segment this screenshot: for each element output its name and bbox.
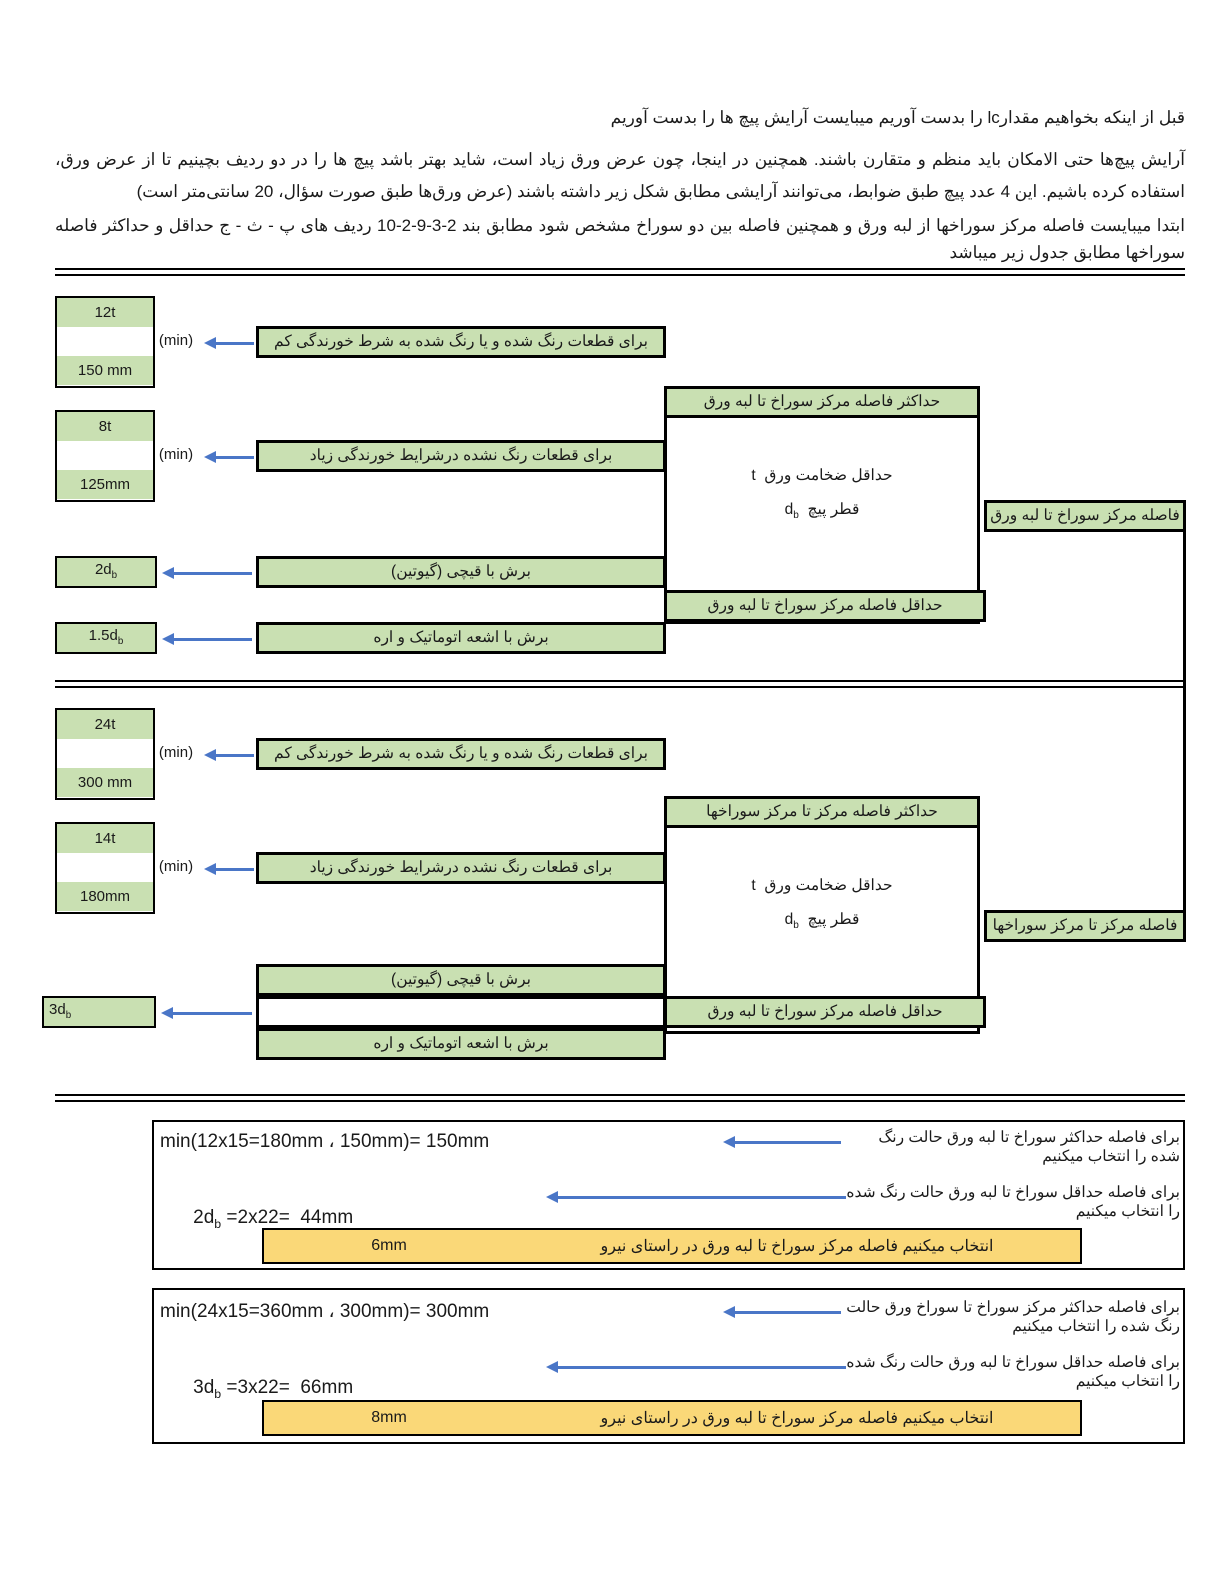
pitch-corrosive-180mm: 180mm — [57, 882, 153, 911]
edge-thickness-line: حداقل ضخامت ورق t — [751, 467, 893, 484]
edge-guillotine-arrow — [162, 567, 252, 580]
pitch-chosen-note: انتخاب میکنیم فاصله مرکز سوراخ تا لبه ورق در راستای نیرو — [600, 1410, 994, 1427]
edge-corrosive-125mm: 125mm — [57, 470, 153, 499]
pitch-painted-rule-bar: برای قطعات رنگ شده و یا رنگ شده به شرط خورندگی کم — [256, 738, 666, 770]
edge-painted-rule-bar: برای قطعات رنگ شده و یا رنگ شده به شرط خورندگی کم — [256, 326, 666, 358]
edge-min-calculation: $2d_b =2x22= 44mm$ — [193, 1207, 354, 1231]
edge-title-bar: فاصله مرکز سوراخ تا لبه ورق — [984, 500, 1186, 532]
edge-max-12t: 12t — [57, 298, 153, 327]
edge-corrosive-blank-row — [57, 441, 153, 470]
edge-max-150mm: 150 mm — [57, 356, 153, 385]
intro-paragraph-3: ابتدا میبایست فاصله مرکز سوراخها از لبه ورق و همچنین فاصله بین دو سوراخ مشخص شود مطابق بند 2-3-9-2-10 ردیف های پ - ث - ج حداقل و حداکثر فاصله سوراخها مطابق جدول زیر میباشد — [55, 216, 1185, 262]
edge-corrosive-8t: 8t — [57, 412, 153, 441]
section-divider-bottom — [55, 1094, 1185, 1102]
db-variable: $d_b$ — [784, 911, 799, 932]
edge-diameter-line: قطر پیچ $d_b$ — [784, 501, 860, 522]
edge-chosen-note: انتخاب میکنیم فاصله مرکز سوراخ تا لبه ورق در راستای نیرو — [600, 1238, 994, 1255]
section-divider-middle — [55, 680, 1185, 688]
edge-max-calculation: min(12x15=180mm ، 150mm)= 150mm — [160, 1131, 490, 1152]
pitch-corrosive-value-box — [55, 822, 155, 914]
section-divider-top — [55, 268, 1185, 276]
pitch-corrosive-arrow — [204, 863, 254, 876]
pitch-max-24t: 24t — [57, 710, 153, 739]
edge-max-value-box — [55, 296, 155, 388]
pitch-thickness-line: حداقل ضخامت ورق t — [751, 877, 893, 894]
edge-saw-arrow — [162, 633, 252, 646]
intro-paragraph-2: آرایش پیچ‌ها حتی الامکان باید منظم و متقارن باشند. همچنین در اینجا، چون عرض ورق زیاد است، شاید بهتر باشد پیچ ها را در دو ردیف بچینیم تا از عرض ورق، استفاده کرده باشیم. این 4 عدد پیچ طبق ضوابط، می‌توانند آرایشی مطابق شکل زیر داشته باشند (عرض ورق‌ها طبق صورت سؤال، 20 سانتی‌متر است) — [55, 150, 1185, 201]
pitch-max-arrow — [204, 749, 254, 762]
edge-corrosive-min-label: (min) — [158, 446, 194, 463]
edge-corrosive-value-box — [55, 410, 155, 502]
edge-max-min-label: (min) — [158, 332, 194, 349]
edge-chosen-value: 6mm — [371, 1237, 407, 1254]
pitch-unpainted-rule-bar: برای قطعات رنگ نشده درشرایط خورندگی زیاد — [256, 852, 666, 884]
pitch-chosen-value: 8mm — [371, 1409, 407, 1426]
pitch-corrosive-blank-row — [57, 853, 153, 882]
pitch-title-bar: فاصله مرکز تا مرکز سوراخها — [984, 910, 1186, 942]
edge-max-summary-arrow — [723, 1136, 841, 1149]
pitch-min-value-box: $3d_b$ — [42, 996, 156, 1028]
edge-max-blank-row — [57, 327, 153, 356]
pitch-corrosive-min-label: (min) — [158, 858, 194, 875]
edge-max-arrow — [204, 337, 254, 350]
edge-unpainted-rule-bar: برای قطعات رنگ نشده درشرایط خورندگی زیاد — [256, 440, 666, 472]
edge-chosen-bar — [262, 1228, 1082, 1264]
edge-max-header-bar: حداکثر فاصله مرکز سوراخ تا لبه ورق — [664, 386, 980, 418]
pitch-min-header-bar: حداقل فاصله مرکز سوراخ تا لبه ورق — [664, 996, 986, 1028]
edge-min-header-bar: حداقل فاصله مرکز سوراخ تا لبه ورق — [664, 590, 986, 622]
edge-min-summary-arrow — [546, 1191, 846, 1204]
pitch-min-summary-arrow — [546, 1361, 846, 1374]
pitch-min-calculation: $3d_b =3x22= 66mm$ — [193, 1377, 354, 1401]
edge-guillotine-rule-bar: برش با قیچی (گیوتین) — [256, 556, 666, 588]
pitch-min-arrow — [161, 1007, 252, 1020]
pitch-max-value-box — [55, 708, 155, 800]
pitch-max-header-bar: حداکثر فاصله مرکز تا مرکز سوراخها — [664, 796, 980, 828]
t-variable: t — [751, 877, 756, 894]
db-variable: $d_b$ — [784, 501, 799, 522]
pitch-max-calculation: min(24x15=360mm ، 300mm)= 300mm — [160, 1301, 490, 1322]
pitch-saw-rule-bar: برش با اشعه اتوماتیک و اره — [256, 1028, 666, 1060]
edge-saw-rule-bar: برش با اشعه اتوماتیک و اره — [256, 622, 666, 654]
edge-min-note: برای فاصله حداقل سوراخ تا لبه ورق حالت رنگ شده را انتخاب میکنیم — [846, 1184, 1180, 1220]
edge-guillotine-value-box: $2d_b$ — [55, 556, 157, 588]
pitch-max-summary-arrow — [723, 1306, 841, 1319]
pitch-max-blank-row — [57, 739, 153, 768]
pitch-diameter-line: قطر پیچ $d_b$ — [784, 911, 860, 932]
intro-line-1: قبل از اینکه بخواهیم مقدارlc را بدست آوریم میبایست آرایش پیچ ها را بدست آوریم — [610, 108, 1185, 127]
pitch-blank-rule-bar — [256, 996, 666, 1028]
pitch-guillotine-rule-bar: برش با قیچی (گیوتین) — [256, 964, 666, 996]
pitch-min-note: برای فاصله حداقل سوراخ تا لبه ورق حالت رنگ شده را انتخاب میکنیم — [846, 1354, 1180, 1390]
edge-corrosive-arrow — [204, 451, 254, 464]
edge-max-note: برای فاصله حداکثر سوراخ تا لبه ورق حالت رنگ شده را انتخاب میکنیم — [878, 1129, 1180, 1165]
main-connector-line — [1183, 530, 1186, 928]
edge-saw-value-box: $1.5d_b$ — [55, 622, 157, 654]
pitch-chosen-bar — [262, 1400, 1082, 1436]
pitch-corrosive-14t: 14t — [57, 824, 153, 853]
t-variable: t — [751, 467, 756, 484]
pitch-max-min-label: (min) — [158, 744, 194, 761]
pitch-max-300mm: 300 mm — [57, 768, 153, 797]
pitch-max-note: برای فاصله حداکثر مرکز سوراخ تا سوراخ ورق حالت رنگ شده را انتخاب میکنیم — [846, 1299, 1180, 1335]
